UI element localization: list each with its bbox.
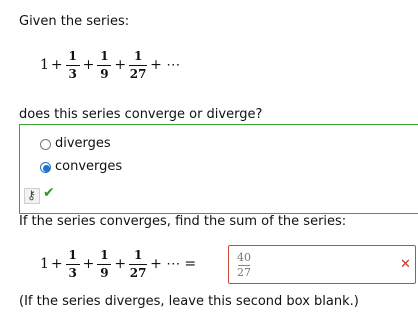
denominator: 27	[129, 66, 147, 81]
prompt-text: Given the series:	[19, 14, 130, 29]
fraction-bar	[66, 264, 80, 265]
answer-denominator: 27	[237, 266, 251, 279]
fraction-term	[129, 249, 147, 280]
choice-converges[interactable]	[40, 159, 122, 175]
numerator: 1	[100, 247, 109, 262]
fraction-bar	[97, 65, 111, 66]
radio-diverges[interactable]	[40, 139, 51, 150]
fraction-bar	[97, 264, 111, 265]
plus-sign: +	[50, 57, 63, 73]
numerator: 1	[133, 247, 143, 262]
fraction-term	[129, 50, 147, 81]
answer-fraction	[237, 252, 251, 279]
fraction-bar	[66, 65, 80, 66]
equals-sign: =	[184, 256, 197, 272]
plus-sign: +	[82, 57, 95, 73]
radio-converges[interactable]	[40, 162, 51, 173]
fraction-bar	[129, 65, 147, 66]
numerator: 1	[68, 48, 77, 63]
sum-prompt-text: If the series converges, find the sum of the series:	[19, 214, 347, 229]
fraction-term	[66, 249, 80, 280]
question-text: does this series converge or diverge?	[19, 107, 262, 125]
plus-sign: +	[82, 256, 95, 272]
fraction-term	[97, 50, 111, 81]
plus-sign: +	[114, 256, 127, 272]
denominator: 3	[68, 66, 77, 81]
plus-sign: +	[50, 256, 63, 272]
footnote-text: (If the series diverges, leave this second box blank.)	[19, 294, 359, 309]
fraction-term	[66, 50, 80, 81]
denominator: 27	[129, 265, 147, 280]
correct-check-icon: ✔	[43, 185, 55, 201]
answer-numerator: 40	[237, 251, 251, 264]
plus-sign: +	[114, 57, 127, 73]
denominator: 9	[100, 66, 109, 81]
choice-label: diverges	[55, 136, 111, 151]
key-button[interactable]	[24, 188, 40, 204]
fraction-term	[97, 249, 111, 280]
key-icon: ⚷	[27, 188, 36, 202]
choice-diverges[interactable]	[40, 136, 111, 152]
ellipsis: + ⋯	[150, 256, 181, 272]
denominator: 9	[100, 265, 109, 280]
series-expression-sum	[40, 244, 198, 284]
choice-box	[19, 124, 418, 214]
first-term: 1	[40, 57, 49, 73]
choice-label: converges	[55, 159, 123, 174]
series-expression	[40, 45, 182, 85]
fraction-bar	[129, 264, 147, 265]
numerator: 1	[133, 48, 143, 63]
numerator: 1	[68, 247, 77, 262]
ellipsis: + ⋯	[150, 57, 181, 73]
first-term: 1	[40, 256, 49, 272]
numerator: 1	[100, 48, 109, 63]
denominator: 3	[68, 265, 77, 280]
incorrect-x-icon: ✕	[400, 257, 411, 272]
sum-answer-input[interactable]	[228, 245, 416, 284]
